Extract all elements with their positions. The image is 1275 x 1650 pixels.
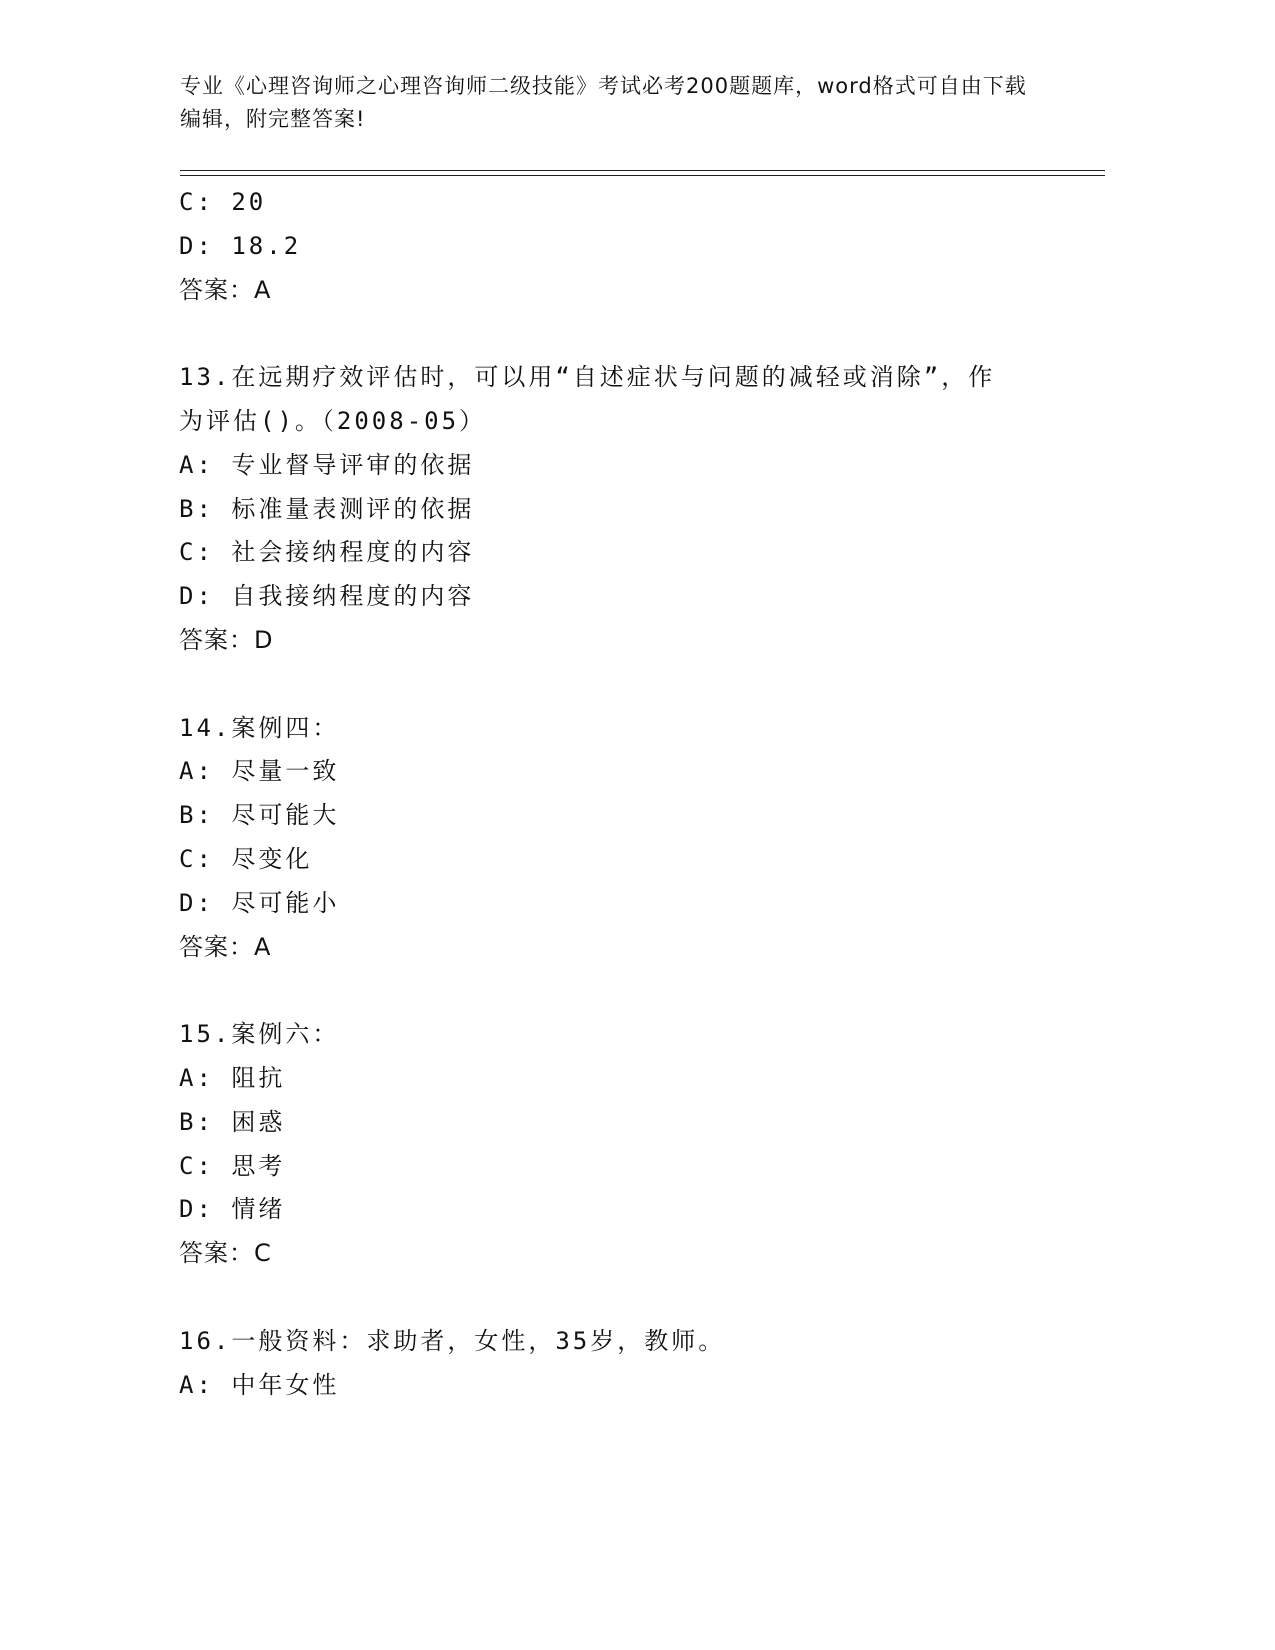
option-b: B: 困惑 — [179, 1107, 286, 1136]
question-text: 14.案例四： — [179, 713, 340, 742]
question-block-14 — [179, 707, 1079, 970]
option-c: C: 思考 — [179, 1151, 286, 1180]
option-d: D: 情绪 — [179, 1195, 286, 1224]
question-block-16 — [179, 1320, 1079, 1408]
option-d: D: 尽可能小 — [179, 888, 340, 917]
option-a: A: 阻抗 — [179, 1063, 286, 1092]
option-b: B: 标准量表测评的依据 — [179, 494, 475, 523]
spacer — [179, 663, 1079, 707]
document-title: 专业《心理咨询师之心理咨询师二级技能》考试必考200题题库，word格式可自由下载编辑，附完整答案! — [180, 74, 1027, 131]
question-text: 15.案例六： — [179, 1020, 340, 1049]
option-b: B: 尽可能大 — [179, 801, 340, 830]
question-text: 16.一般资料：求助者，女性，35岁，教师。 — [179, 1326, 726, 1355]
question-block-13 — [179, 356, 1079, 663]
document-header — [180, 70, 1040, 136]
option-a: A: 专业督导评审的依据 — [179, 450, 475, 479]
question-block-15 — [179, 1013, 1079, 1276]
option-a: A: 尽量一致 — [179, 757, 340, 786]
question-block-prev — [179, 181, 1079, 312]
question-list — [179, 181, 1079, 1407]
spacer — [179, 969, 1079, 1013]
option-c: C: 尽变化 — [179, 844, 313, 873]
answer-line: 答案：D — [179, 625, 274, 654]
answer-line: 答案：A — [179, 932, 272, 961]
option-c: C: 社会接纳程度的内容 — [179, 538, 475, 567]
option-a: A: 中年女性 — [179, 1370, 340, 1399]
question-text-continued: 为评估()。（2008-05） — [179, 406, 487, 435]
question-text: 13.在远期疗效评估时，可以用“自述症状与问题的减轻或消除”，作 — [179, 363, 996, 392]
spacer — [179, 1276, 1079, 1320]
header-rule-top — [180, 170, 1105, 171]
spacer — [179, 312, 1079, 356]
option-d: D: 18.2 — [179, 231, 302, 260]
option-c: C: 20 — [179, 188, 267, 216]
answer-line: 答案：C — [179, 1239, 272, 1268]
header-rule-bottom — [180, 175, 1105, 176]
option-d: D: 自我接纳程度的内容 — [179, 582, 475, 611]
answer-line: 答案：A — [179, 275, 272, 304]
